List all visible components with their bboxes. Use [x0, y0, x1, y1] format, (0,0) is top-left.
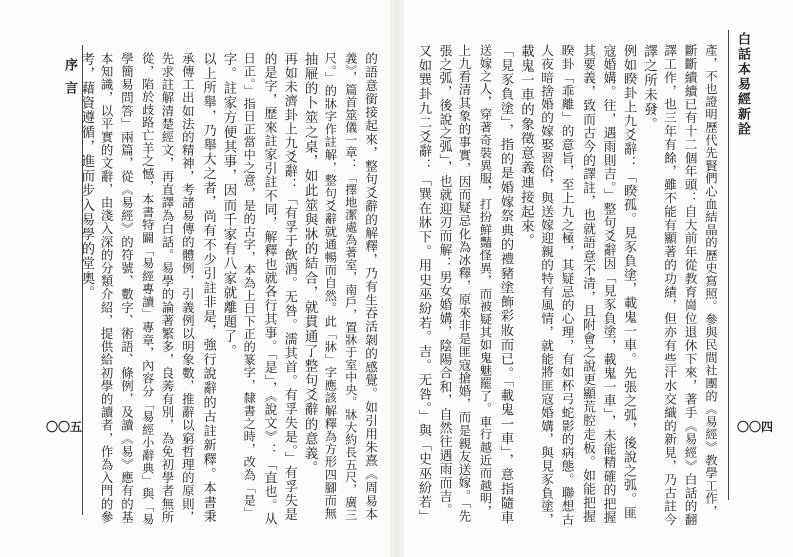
text-column: 從，陷於歧路亡羊之憾，本書特闢「易經專讀」專章，內容分「易經小辭典」與「易	[140, 52, 155, 526]
running-header: 序言	[62, 58, 77, 104]
text-column: 義》，篇首筮儀一章：「擇地潔處為著室，南戶，置牀于室中央。牀大約長五尺，廣三	[343, 52, 358, 521]
text-column: 產，不也證明歷代先賢們心血結晶的歷史寫照。參與民間社團的《易經》教學工作，	[704, 44, 718, 518]
text-column: 學簡易問答」兩篇，從《易經》的符號、數字、術語、條例，及讀《易》應有的基	[119, 52, 135, 524]
text-column: 尺。」的牀字作註解，整句爻辭就通暢而自然。此「牀」字應該解釋為方形四腳而無	[323, 52, 338, 520]
text-column: 日正。」指日正當中之意，是的古字，本為上日下正的篆字，隸書之時，改為「是」	[242, 52, 257, 520]
text-column: 人夜暗捨婚的嫁娶習俗，與送嫁迎親的特有風情，就能將匪寇婚媾，與見豕負塗，	[539, 44, 554, 527]
text-column: 的語意銜接起來，整句爻辭的解釋，乃有生吞活剝的感覺。如引用朱熹《周易本	[363, 52, 378, 521]
text-column: 先求註解清楚經文，再直譯為白話。易學的論著繁多，良莠有別，為免初學者無所	[160, 52, 175, 524]
text-column: 其要義，致而古今的譯註，也就語意不清，且附會之說更顯荒腔走板。如能把握	[580, 44, 595, 524]
text-column: 寇婚媾。往，遇雨則吉。」整句爻辭因「見豕負塗，載鬼一車」，未能精確的把握	[600, 44, 616, 525]
text-column: 考，藉資遵循，進而步入易學的堂奧。	[78, 52, 94, 301]
text-column: 張之弧，後說之弧」，也就迎刃而解：男女婚媾，陰陽合和，自然往遇雨而吉。	[436, 44, 452, 518]
text-column: 以上所舉，乃舉大之者，尚有不少引註非是，強行說辭的古註新釋。本書秉	[200, 52, 216, 524]
text-column: 斷斷續續已有十二個年頭：自大前年從教育崗位退休下來，著手《易經》白話的翻	[682, 44, 698, 527]
text-column: 本知識，以平實的文辭，由淺入深的分類介紹，提供給初學的讀者，作為入門的參	[99, 52, 115, 524]
text-column: 再如未濟卦上九爻辭：「有孚于飲酒。无咎。濡其首。有孚失是。」有孚失是	[281, 52, 297, 522]
text-column: 例如睽卦上九爻辭：「睽孤。見豕負塗，載鬼一車。先張之弧，後說之弧。匪	[621, 44, 636, 520]
text-column: 的是字，歷來註家引註不同，解釋也就各行其事。「是」，《說文》：「直也。从	[261, 52, 277, 526]
page-number: 〇〇五	[46, 420, 83, 434]
text-column: 抽屜的卜筮之桌，如此筮與牀的結合，就貫通了整句爻辭的意義。	[302, 52, 318, 476]
text-column: 譯之所未發。	[641, 44, 657, 132]
text-column: 譯工作，也三年有餘，雖不能有顯著的功績，但亦有些汗水交織的新見，乃古註今	[662, 44, 677, 527]
page-number: 〇〇四	[737, 420, 774, 434]
text-column: 又如巽卦九二爻辭：「巽在牀下。用史巫紛若。吉。无咎。」與「史巫紛若」	[416, 44, 431, 524]
text-column: 承傳工出如法的精神，考諸易傳的體例，引義例以明象數，推辭以窮哲理的原則，	[180, 52, 196, 524]
header-rule	[728, 30, 729, 500]
book-gutter	[390, 0, 404, 557]
text-column: 字。註家方便其事，因而千家有八家就離題了。	[220, 52, 236, 359]
text-column: 載鬼一車的象徵意義連接起來。	[518, 44, 534, 249]
text-column: 上九看清其象的事實，因而疑忌化為冰釋，原來非是匪寇搶婚，而是親友送嫁。「先	[457, 44, 472, 523]
text-column: 睽卦「乖離」的意旨，至上九之極，其疑忌的心理，有如杯弓蛇影的病態。聯想古	[559, 44, 575, 527]
running-header: 白話本易經新詮	[735, 32, 750, 137]
text-column: 送嫁之人，穿著奇裝異服，打扮鮮豔怪異，而被疑其如鬼魅罷了。車行越近而越明，	[478, 44, 493, 518]
text-column: 「見豕負塗」，指的是婚嫁祭典的禮豬塗飾彩妝而已。「載鬼一車」，意指隨車	[498, 44, 513, 525]
